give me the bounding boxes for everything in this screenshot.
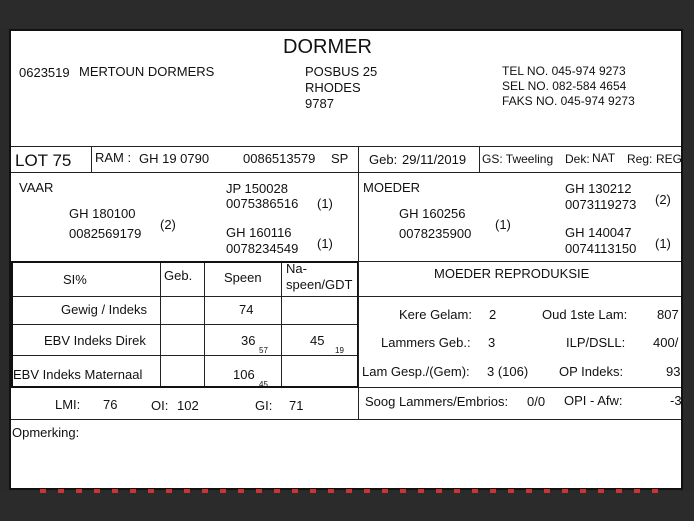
dam-id: GH 160256 <box>399 206 466 221</box>
divider-opmerking <box>11 419 681 420</box>
op-label: OP Indeks: <box>559 364 624 379</box>
repro-title: MOEDER REPRODUKSIE <box>434 266 590 281</box>
sires-sire-id: JP 150028 <box>226 181 288 196</box>
ram-label: RAM : <box>95 150 132 165</box>
sires-dam-number: 0078234549 <box>226 241 299 256</box>
lmi-value: 76 <box>103 397 118 412</box>
soog-label: Soog Lammers/Embrios: <box>365 394 509 409</box>
opmerking-label: Opmerking: <box>12 425 80 440</box>
lot-number: LOT 75 <box>15 151 72 170</box>
sire-number: 0082569179 <box>69 226 142 241</box>
dek-label: Dek: <box>565 152 590 166</box>
row-label-direk: EBV Indeks Direk <box>44 333 146 348</box>
dek-value: NAT <box>592 151 616 165</box>
bottom-dark-border <box>0 492 694 521</box>
dams-dam-count: (1) <box>655 236 671 251</box>
gi-value: 71 <box>289 398 304 413</box>
top-dark-border <box>0 0 694 28</box>
maternaal-speen-sub: 45 <box>259 380 268 389</box>
gesp-label: Lam Gesp./(Gem): <box>362 364 470 379</box>
divider-lot-top <box>11 146 681 147</box>
oud-label: Oud 1ste Lam: <box>542 307 628 322</box>
gs-status: GS: Tweeling <box>482 152 554 166</box>
lammers-value: 3 <box>488 335 496 350</box>
naspeen-header-line2: speen/GDT <box>286 277 353 292</box>
sire-section-label: VAAR <box>19 180 54 195</box>
reg-value: REG <box>656 152 683 166</box>
dams-sire-count: (2) <box>655 192 671 207</box>
direk-speen-sub: 57 <box>259 346 268 355</box>
gewig-speen: 74 <box>239 302 254 317</box>
dams-dam-number: 0074113150 <box>565 241 637 256</box>
dam-number: 0078235900 <box>399 226 472 241</box>
ilp-label: ILP/DSLL: <box>566 335 626 350</box>
op-value: 93 <box>666 364 681 379</box>
sires-dam-id: GH 160116 <box>226 225 292 240</box>
lammers-label: Lammers Geb.: <box>381 335 471 350</box>
sires-sire-count: (1) <box>317 196 333 211</box>
birth-label: Geb: <box>369 152 398 167</box>
ram-catalogue-card <box>9 29 683 490</box>
geb-header: Geb. <box>164 268 193 283</box>
divider-lot-bottom <box>11 172 681 173</box>
dams-sire-number: 0073119273 <box>565 197 637 212</box>
breeder-reg-no: 0623519 <box>19 65 70 80</box>
ilp-value: 400/ <box>653 335 679 350</box>
opi-value: -3 <box>670 393 682 408</box>
si-header: SI% <box>63 272 87 287</box>
row-label-gewig: Gewig / Indeks <box>61 302 147 317</box>
soog-value: 0/0 <box>527 394 546 409</box>
gi-label: GI: <box>255 398 273 413</box>
address-line-1: POSBUS 25 <box>305 64 378 79</box>
gesp-value: 3 (106) <box>487 364 529 379</box>
reg-label: Reg: <box>627 152 653 166</box>
oi-value: 102 <box>177 398 199 413</box>
breeder-farm-name: MERTOUN DORMERS <box>79 64 215 79</box>
sire-id: GH 180100 <box>69 206 136 221</box>
maternaal-speen: 106 <box>233 367 255 382</box>
dams-dam-id: GH 140047 <box>565 225 632 240</box>
faks-number: FAKS NO. 045-974 9273 <box>502 94 635 108</box>
oud-value: 807 <box>657 307 679 322</box>
sire-count: (2) <box>160 217 176 232</box>
kere-value: 2 <box>489 307 497 322</box>
row-label-maternaal: EBV Indeks Maternaal <box>13 367 143 382</box>
speen-header: Speen <box>224 270 262 285</box>
dams-sire-id: GH 130212 <box>565 181 632 196</box>
dam-section-label: MOEDER <box>363 180 421 195</box>
direk-naspeen: 45 <box>310 333 325 348</box>
sires-dam-count: (1) <box>317 236 333 251</box>
oi-label: OI: <box>151 398 169 413</box>
ram-grade: SP <box>331 151 349 166</box>
ram-number: 0086513579 <box>243 151 316 166</box>
dam-count: (1) <box>495 217 511 232</box>
lmi-label: LMI: <box>55 397 81 412</box>
sires-sire-number: 0075386516 <box>226 196 299 211</box>
naspeen-header-line1: Na- <box>286 261 307 276</box>
address-line-2: RHODES <box>305 80 361 95</box>
address-line-3: 9787 <box>305 96 334 111</box>
ram-id: GH 19 0790 <box>139 151 210 166</box>
breed-title: DORMER <box>283 36 372 58</box>
direk-naspeen-sub: 19 <box>335 346 344 355</box>
sel-number: SEL NO. 082-584 4654 <box>502 79 627 93</box>
tel-number: TEL NO. 045-974 9273 <box>502 64 626 78</box>
kere-label: Kere Gelam: <box>399 307 472 322</box>
direk-speen: 36 <box>241 333 256 348</box>
cut-off-red-text <box>40 489 660 493</box>
opi-label: OPI - Afw: <box>564 393 623 408</box>
si-table <box>11 261 359 388</box>
birth-date: 29/11/2019 <box>402 152 467 167</box>
